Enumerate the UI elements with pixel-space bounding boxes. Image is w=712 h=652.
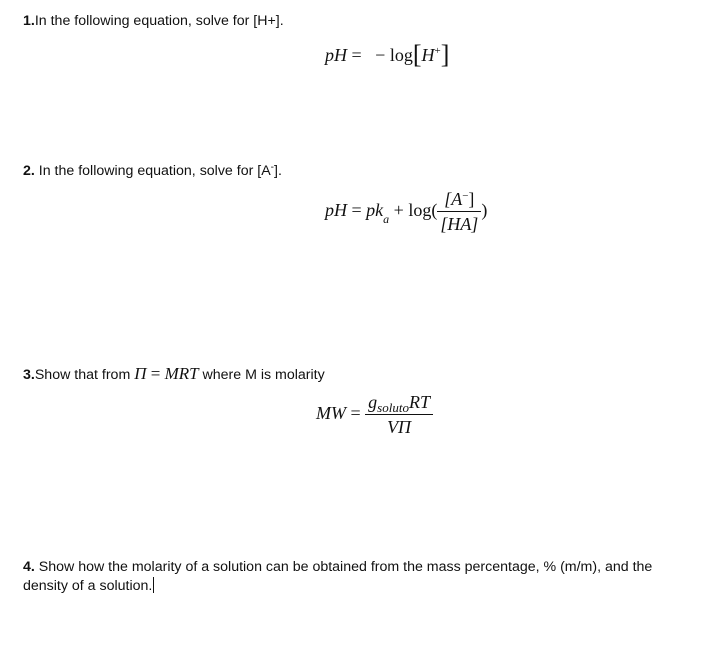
question-1 [23, 11, 284, 31]
eq1-left-bracket: [ [412, 40, 422, 69]
eq1-equals: = [351, 45, 362, 65]
eq2-pk: pk [366, 200, 384, 221]
eq2-fraction [437, 189, 481, 235]
question-4[interactable] [23, 558, 695, 596]
question-2 [23, 161, 282, 183]
eq2-plus: + [393, 200, 404, 221]
eq2-close: ) [481, 200, 488, 221]
eq2-numerator-close: ] [468, 189, 475, 209]
question-4-number: 4. [23, 559, 35, 575]
equation-1 [325, 38, 449, 68]
eq3-lhs: MW [316, 403, 346, 424]
eq3-numerator [365, 392, 433, 415]
eq1-lhs: pH [325, 45, 347, 65]
eq2-equals: = [351, 200, 362, 221]
eq3-numerator-rt: RT [408, 392, 430, 412]
eq2-numerator [437, 189, 481, 212]
eq3-numerator-sub: soluto [377, 400, 409, 415]
question-2-text: In the following equation, solve for [A [34, 163, 271, 179]
question-2-text-end: ]. [274, 163, 282, 179]
eq2-lhs: pH [325, 200, 347, 221]
eq3-fraction [365, 392, 433, 438]
eq3-numerator-g: g [368, 392, 378, 412]
eq1-sup: + [434, 45, 441, 57]
question-3-number: 3. [23, 367, 35, 383]
eq1-log: log [389, 45, 413, 65]
eq2-log-open: log( [408, 200, 438, 221]
eq2-numerator-sup: − [462, 190, 469, 202]
text-cursor [153, 577, 154, 593]
eq2-sub: a [383, 212, 390, 227]
eq3-denominator: VΠ [387, 417, 412, 437]
eq3-equals: = [350, 403, 361, 424]
eq1-var: H [421, 45, 435, 65]
question-3-math-mrt: MRT [164, 364, 199, 383]
question-3-text-before: Show that from [34, 367, 135, 383]
equation-2 [325, 189, 487, 235]
question-2-text-sup: - [270, 162, 274, 173]
question-1-text: In the following equation, solve for [H+]. [34, 13, 284, 29]
question-3-math-equals: = [146, 364, 165, 383]
eq2-numerator-text: [A [444, 189, 463, 209]
question-3-text-after: where M is molarity [198, 367, 325, 383]
question-1-number: 1. [23, 13, 35, 29]
eq2-denominator: [HA] [440, 214, 479, 234]
question-3 [23, 364, 325, 385]
eq1-right-bracket: ] [440, 40, 450, 69]
question-3-math-pi: Π [134, 364, 147, 383]
question-4-text: Show how the molarity of a solution can be obtained from the mass percentage, % (m/m), and the density of a solution. [23, 559, 653, 594]
eq1-minus: − [375, 45, 386, 65]
question-2-number: 2. [23, 163, 35, 179]
equation-3 [316, 392, 433, 438]
